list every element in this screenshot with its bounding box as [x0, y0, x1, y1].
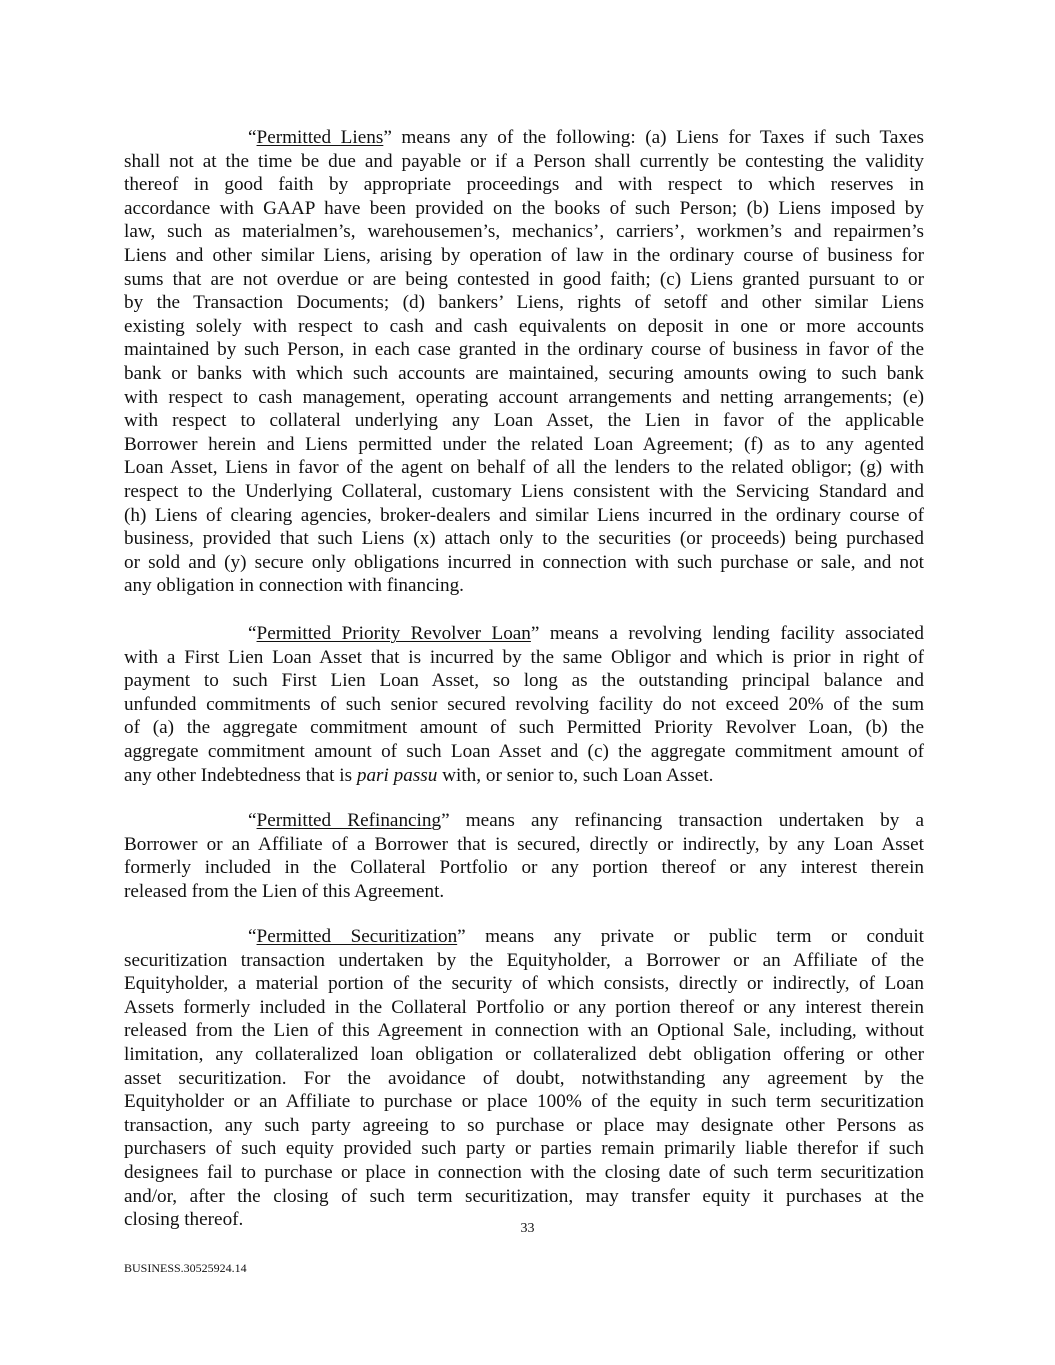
italic-term: pari passu	[356, 764, 438, 786]
text-line: Equityholder or an Affiliate to purchase or place 100% of the equity in such term securitization	[124, 1091, 924, 1113]
text-line: maintained by such Person, in each case granted in the ordinary course of business in favor of the	[124, 339, 924, 361]
text-line: aggregate commitment amount of such Loan Asset and (c) the aggregate commitment amount of	[124, 740, 924, 762]
text-line: thereof in good faith by appropriate proceedings and with respect to which reserves in	[124, 174, 924, 196]
text-line: designees fail to purchase or place in connection with the closing date of such term securitization	[124, 1161, 924, 1183]
line-text: ” means any refinancing transaction undertaken by a	[441, 810, 924, 831]
text-line: business, provided that such Liens (x) attach only to the securities (or proceeds) being purchased	[124, 528, 924, 550]
text-line: closing thereof.	[124, 1209, 244, 1231]
text-line: formerly included in the Collateral Portfolio or any portion thereof or any interest therein	[124, 857, 924, 879]
definition-permitted-securitization	[124, 925, 924, 1232]
text-line: respect to the Underlying Collateral, customary Liens consistent with the Servicing Standard and	[124, 480, 924, 502]
text-line: or sold and (y) secure only obligations incurred in connection with such purchase or sale, and not	[124, 551, 924, 573]
text-line: with respect to cash management, operating account arrangements and netting arrangements; (e)	[124, 386, 924, 408]
text-line: Liens and other similar Liens, arising by operation of law in the ordinary course of business for	[124, 244, 924, 266]
definition-permitted-liens	[124, 126, 924, 598]
line-text: any other Indebtedness that is	[124, 764, 357, 786]
text-line: Loan Asset, Liens in favor of the agent on behalf of all the lenders to the related obligor; (g) with	[124, 457, 924, 479]
text-line	[124, 622, 924, 646]
defined-term: Permitted Liens	[256, 127, 384, 148]
definition-permitted-refinancing	[124, 809, 924, 903]
text-line: existing solely with respect to cash and cash equivalents on deposit in one or more accounts	[124, 315, 924, 337]
text-line: (h) Liens of clearing agencies, broker-dealers and similar Liens incurred in the ordinary course of	[124, 504, 924, 526]
text-line	[124, 925, 924, 949]
text-line: and/or, after the closing of such term securitization, may transfer equity it purchases at the	[124, 1185, 924, 1207]
text-line	[124, 126, 924, 150]
text-line	[124, 764, 924, 788]
text-line: payment to such First Lien Loan Asset, so long as the outstanding principal balance and	[124, 670, 924, 692]
open-quote: “	[248, 623, 257, 644]
text-line: with respect to collateral underlying any Loan Asset, the Lien in favor of the applicable	[124, 410, 924, 432]
text-line: by the Transaction Documents; (d) bankers’ Liens, rights of setoff and other similar Liens	[124, 292, 924, 314]
text-line: unfunded commitments of such senior secured revolving facility do not exceed 20% of the sum	[124, 693, 924, 715]
text-line: released from the Lien of this Agreement.	[124, 880, 445, 902]
text-line: asset securitization. For the avoidance of doubt, notwithstanding any agreement by the	[124, 1067, 924, 1089]
text-line	[124, 809, 924, 833]
text-line: securitization transaction undertaken by the Equityholder, a Borrower or an Affiliate of the	[124, 949, 924, 971]
defined-term: Permitted Priority Revolver Loan	[256, 623, 531, 644]
text-line: shall not at the time be due and payable or if a Person shall currently be contesting the validity	[124, 150, 924, 172]
text-line: of (a) the aggregate commitment amount of such Permitted Priority Revolver Loan, (b) the	[124, 717, 924, 739]
text-line: Equityholder, a material portion of the security of which consists, directly or indirectly, of Loan	[124, 973, 924, 995]
text-line: Borrower or an Affiliate of a Borrower that is secured, directly or indirectly, by any Loan Asset	[124, 833, 924, 855]
line-text: ” means any private or public term or conduit	[457, 926, 925, 947]
text-line: law, such as materialmen’s, warehousemen’s, mechanics’, carriers’, workmen’s and repairmen’s	[124, 221, 924, 243]
text-line: with a First Lien Loan Asset that is incurred by the same Obligor and which is prior in right of	[124, 646, 924, 668]
line-text: ” means any of the following: (a) Liens for Taxes if such Taxes	[383, 127, 924, 148]
line-text: ” means a revolving lending facility associated	[530, 623, 924, 644]
page-number: 33	[520, 1221, 535, 1236]
open-quote: “	[248, 127, 257, 148]
line-text: with, or senior to, such Loan Asset.	[437, 764, 714, 786]
text-line: any obligation in connection with financing.	[124, 575, 464, 597]
text-line: transaction, any such party agreeing to so purchase or place may designate other Persons as	[124, 1114, 924, 1136]
text-line: limitation, any collateralized loan obligation or collateralized debt obligation offering or other	[124, 1043, 924, 1065]
text-line: bank or banks with which such accounts are maintained, securing amounts owing to such bank	[124, 362, 924, 384]
text-line: Borrower herein and Liens permitted under the related Loan Agreement; (f) as to any agented	[124, 433, 924, 455]
defined-term: Permitted Refinancing	[256, 810, 442, 831]
text-line: released from the Lien of this Agreement in connection with an Optional Sale, including, without	[124, 1020, 924, 1042]
open-quote: “	[248, 926, 257, 947]
defined-term: Permitted Securitization	[256, 926, 458, 947]
document-id-footer: BUSINESS.30525924.14	[124, 1261, 247, 1275]
text-line: accordance with GAAP have been provided on the books of such Person; (b) Liens imposed by	[124, 197, 924, 219]
open-quote: “	[248, 810, 257, 831]
definition-permitted-priority-revolver-loan	[124, 622, 924, 787]
text-line: Assets formerly included in the Collateral Portfolio or any portion thereof or any interest therein	[124, 996, 924, 1018]
text-line: purchasers of such equity provided such party or parties remain primarily liable therefor if such	[124, 1138, 924, 1160]
text-line: sums that are not overdue or are being contested in good faith; (c) Liens granted pursuant to or	[124, 268, 924, 290]
